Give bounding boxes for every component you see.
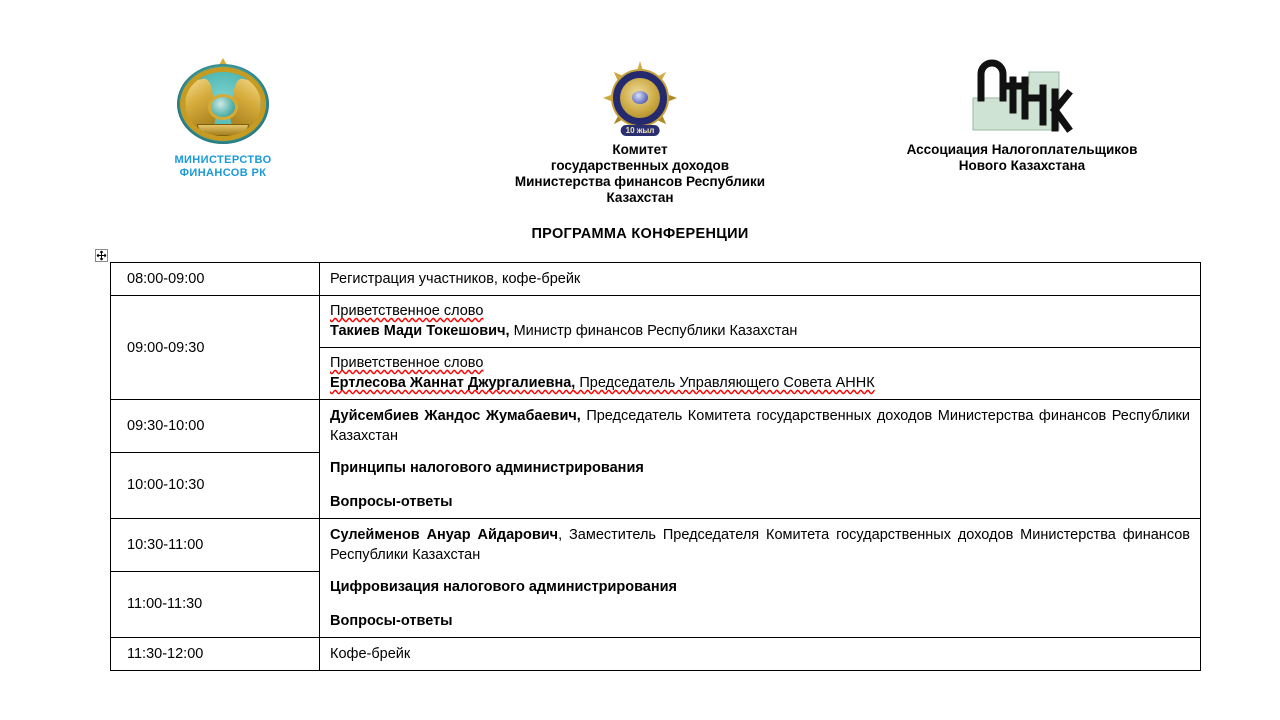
speaker-role: Министр финансов Республики Казахстан	[509, 323, 798, 339]
session-topic	[330, 458, 1190, 478]
table-row	[111, 296, 1201, 400]
welcome-speech-block-1	[320, 296, 1200, 348]
row-body	[320, 519, 1200, 571]
table-row	[111, 263, 1201, 296]
table-move-handle-icon[interactable]	[95, 249, 108, 262]
session-topic	[330, 577, 1190, 597]
table-row	[111, 519, 1201, 572]
annk-caption	[862, 142, 1182, 174]
welcome-lead-1: Приветственное слово	[330, 303, 484, 319]
row-body	[320, 452, 1200, 518]
speaker-role: Председатель Управляющего Совета АННК	[575, 375, 875, 391]
kgd-anniversary-badge: 10 жыл	[621, 125, 660, 136]
qa-label-text: Вопросы-ответы	[330, 613, 453, 629]
qa-label	[330, 492, 1190, 512]
session-topic-text: Цифровизация налогового администрирования	[330, 579, 678, 595]
annk-stairs-logo-icon	[967, 58, 1077, 136]
row-time-cell	[111, 638, 320, 671]
speaker-name: Дуйсембиев Жандос Жумабаевич,	[330, 408, 581, 424]
row-body	[320, 571, 1200, 637]
kgd-caption	[478, 142, 802, 206]
welcome-lead-2: Приветственное слово	[330, 355, 484, 371]
header-logo-band	[0, 0, 1280, 215]
row-text: Регистрация участников, кофе-брейк	[330, 271, 581, 287]
speaker-role: Председатель Комитета государственных доходов Министерства финансов Республики Казахстан	[330, 408, 1190, 444]
table-row	[111, 452, 1201, 519]
table-row	[111, 400, 1201, 453]
row-body-cell	[320, 519, 1201, 572]
row-time-cell	[111, 452, 320, 519]
row-body-cell	[320, 638, 1201, 671]
row-body	[320, 263, 1200, 295]
minfin-caption	[148, 154, 298, 180]
logo-annk	[862, 58, 1182, 174]
row-body-cell	[320, 571, 1201, 638]
logo-ministry-of-finance	[148, 58, 298, 180]
table-row	[111, 638, 1201, 671]
kgd-caption-line2: государственных доходов	[550, 158, 730, 173]
conference-program-table	[110, 262, 1201, 671]
row-body	[320, 638, 1200, 670]
page-title: ПРОГРАММА КОНФЕРЕНЦИИ	[531, 226, 749, 242]
row-body	[330, 353, 1190, 393]
row-text	[330, 525, 1190, 565]
annk-caption-line1: Ассоциация Налогоплательщиков	[906, 142, 1138, 157]
kgd-star-emblem-icon	[595, 58, 685, 138]
speaker-role: , Заместитель Председателя Комитета государственных доходов Министерства финансов Республики Казахстан	[330, 527, 1190, 563]
row-time: 11:00-11:30	[127, 596, 203, 613]
row-body-cell	[320, 400, 1201, 453]
row-time: 11:30-12:00	[127, 646, 204, 662]
annk-caption-line2: Нового Казахстана	[958, 158, 1086, 173]
row-body-cell	[320, 263, 1201, 296]
row-text	[330, 406, 1190, 446]
minfin-caption-line1: МИНИСТЕРСТВО	[174, 154, 272, 166]
speaker-name: Сулейменов Ануар Айдарович	[330, 527, 559, 543]
table-row	[111, 571, 1201, 638]
speaker-name: Ертлесова Жаннат Джургалиевна,	[330, 375, 576, 391]
row-time-cell	[111, 519, 320, 572]
kgd-caption-line3: Министерства финансов Республики	[514, 174, 766, 189]
speaker-name: Такиев Мади Токешович,	[330, 323, 510, 339]
kgd-caption-line1: Комитет	[612, 142, 668, 157]
row-body	[330, 301, 1190, 341]
row-body-cell	[320, 296, 1201, 400]
row-time-cell	[111, 400, 320, 453]
row-body	[320, 400, 1200, 452]
row-time: 08:00-09:00	[127, 271, 205, 287]
logo-committee-state-revenues	[478, 58, 802, 206]
row-time: 10:30-11:00	[127, 536, 204, 553]
session-topic-text: Принципы налогового администрирования	[330, 460, 644, 476]
row-text: Кофе-брейк	[330, 646, 411, 662]
qa-label-text: Вопросы-ответы	[330, 494, 453, 510]
row-time: 09:00-09:30	[127, 339, 205, 356]
row-time: 10:00-10:30	[127, 477, 205, 494]
qa-label	[330, 611, 1190, 631]
row-time-cell	[111, 296, 320, 400]
row-time-cell	[111, 263, 320, 296]
welcome-speech-block-2	[320, 348, 1200, 399]
row-time: 09:30-10:00	[127, 417, 205, 434]
kazakhstan-state-emblem-icon	[171, 58, 275, 150]
minfin-caption-line2: ФИНАНСОВ РК	[179, 167, 267, 179]
row-body-cell	[320, 452, 1201, 519]
kgd-caption-line4: Казахстан	[606, 190, 674, 205]
row-time-cell	[111, 571, 320, 638]
